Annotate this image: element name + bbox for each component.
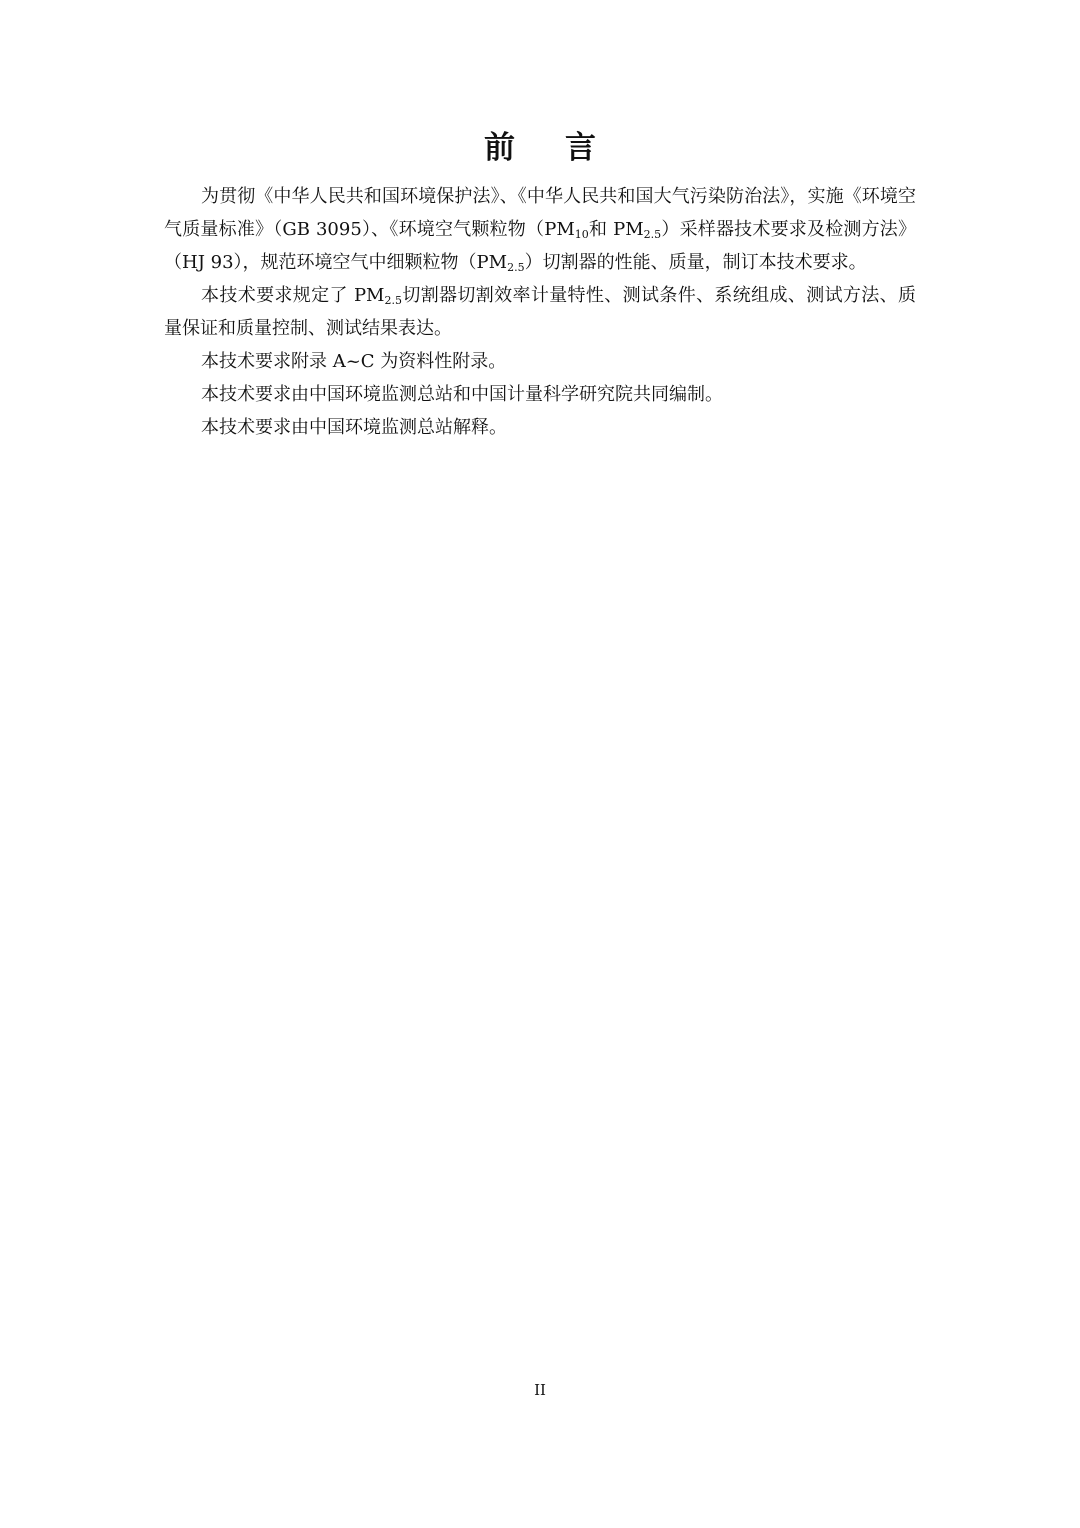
page-title: 前言: [484, 130, 646, 166]
paragraph-5: 本技术要求由中国环境监测总站解释。: [201, 417, 507, 438]
paragraph-2-text-a: 本技术要求规定了 PM: [201, 285, 385, 306]
paragraph-1-text-c: ）采样器技术要求及检测方法》（HJ 93），规范环境空气中细颗粒物（PM: [164, 219, 917, 273]
paragraph-1: [164, 180, 916, 279]
paragraph-3: 本技术要求附录 A~C 为资料性附录。: [201, 351, 507, 372]
paragraph-2: [164, 279, 916, 345]
foreword-body: [164, 180, 916, 444]
subscript-pm25: 2.5: [643, 228, 662, 241]
paragraph-1-text-d: ）切割器的性能、质量，制订本技术要求。: [524, 252, 867, 273]
paragraph-1-text-a: 为贯彻《中华人民共和国环境保护法》、《中华人民共和国大气污染防治法》，实施《环境空气质量标准》（GB 3095）、《环境空气颗粒物（PM: [164, 186, 916, 240]
paragraph-2-text-b: 切割器切割效率计量特性、测试条件、系统组成、测试方法、质量保证和质量控制、测试结果表达。: [164, 285, 916, 339]
subscript-pm25: 2.5: [384, 294, 402, 307]
paragraph-1-text-b: 和 PM: [588, 219, 644, 240]
subscript-pm10: 10: [574, 228, 589, 241]
page-number: II: [534, 1381, 546, 1399]
subscript-pm25: 2.5: [507, 261, 525, 274]
paragraph-4: 本技术要求由中国环境监测总站和中国计量科学研究院共同编制。: [201, 384, 723, 405]
